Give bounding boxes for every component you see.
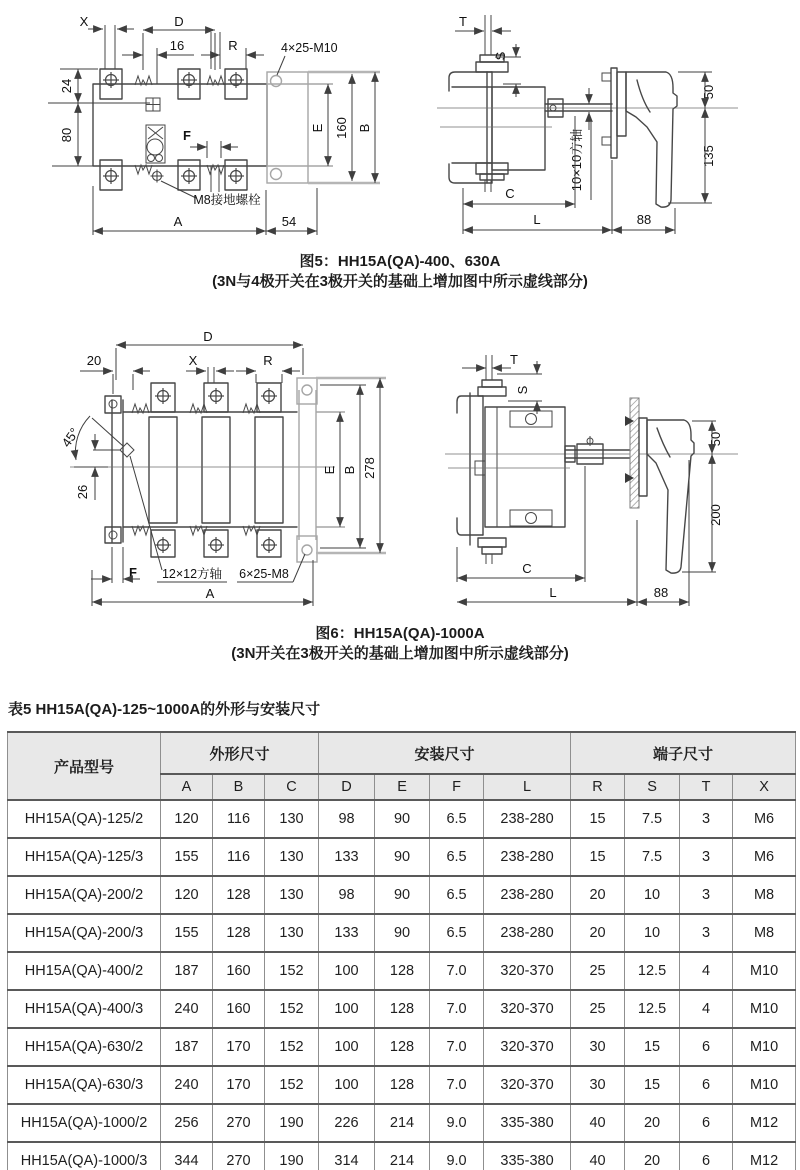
figure5-caption bbox=[0, 252, 800, 292]
value-cell: 10 bbox=[625, 876, 680, 914]
value-cell: 6.5 bbox=[430, 838, 484, 876]
model-cell: HH15A(QA)-1000/2 bbox=[8, 1104, 161, 1142]
figure5-caption-line2: (3N与4极开关在3极开关的基础上增加图中所示虚线部分) bbox=[212, 273, 588, 290]
value-cell: 20 bbox=[571, 876, 625, 914]
value-cell: 152 bbox=[265, 952, 319, 990]
dimensions-table bbox=[7, 731, 796, 1170]
value-cell: 90 bbox=[375, 800, 430, 838]
value-cell: 7.5 bbox=[625, 800, 680, 838]
table-row bbox=[8, 1028, 796, 1066]
model-cell: HH15A(QA)-400/3 bbox=[8, 990, 161, 1028]
figure5-caption-line1: 图5：HH15A(QA)-400、630A bbox=[299, 253, 501, 270]
value-cell: 100 bbox=[319, 1066, 375, 1104]
bolt-spec-label: 6×25-M8 bbox=[239, 567, 289, 581]
value-cell: 238-280 bbox=[484, 914, 571, 952]
dim-label: 54 bbox=[281, 214, 297, 229]
value-cell: 10 bbox=[625, 914, 680, 952]
figure6-drawing bbox=[0, 330, 800, 625]
value-cell: 240 bbox=[161, 990, 213, 1028]
value-cell: 7.0 bbox=[430, 1028, 484, 1066]
value-cell: 152 bbox=[265, 1066, 319, 1104]
value-cell: 30 bbox=[571, 1028, 625, 1066]
value-cell: 190 bbox=[265, 1142, 319, 1170]
value-cell: 344 bbox=[161, 1142, 213, 1170]
value-cell: 100 bbox=[319, 952, 375, 990]
dim-label: E bbox=[322, 465, 337, 475]
value-cell: 130 bbox=[265, 914, 319, 952]
value-cell: 90 bbox=[375, 876, 430, 914]
value-cell: 7.0 bbox=[430, 952, 484, 990]
value-cell: 128 bbox=[213, 914, 265, 952]
value-cell: 320-370 bbox=[484, 952, 571, 990]
value-cell: 187 bbox=[161, 1028, 213, 1066]
dim-label: C bbox=[505, 186, 515, 201]
value-cell: 3 bbox=[680, 838, 733, 876]
value-cell: 98 bbox=[319, 876, 375, 914]
model-cell: HH15A(QA)-125/3 bbox=[8, 838, 161, 876]
table-row bbox=[8, 800, 796, 838]
value-cell: M6 bbox=[733, 800, 796, 838]
value-cell: 120 bbox=[161, 876, 213, 914]
value-cell: M10 bbox=[733, 952, 796, 990]
value-cell: 25 bbox=[571, 952, 625, 990]
table-row bbox=[8, 1066, 796, 1104]
value-cell: 7.0 bbox=[430, 990, 484, 1028]
dim-label: D bbox=[203, 330, 213, 344]
value-cell: 133 bbox=[319, 838, 375, 876]
dim-label: 26 bbox=[75, 484, 90, 500]
value-cell: 40 bbox=[571, 1142, 625, 1170]
fig5-side-dimensions bbox=[455, 14, 716, 234]
dim-label: 80 bbox=[59, 127, 74, 143]
value-cell: 15 bbox=[571, 800, 625, 838]
value-cell: 128 bbox=[375, 990, 430, 1028]
fig6-side-view bbox=[445, 355, 738, 573]
fig5-side-view bbox=[437, 15, 738, 207]
value-cell: 128 bbox=[375, 1028, 430, 1066]
table-row bbox=[8, 990, 796, 1028]
dim-label: E bbox=[310, 123, 325, 133]
value-cell: 15 bbox=[625, 1028, 680, 1066]
dim-label: 88 bbox=[636, 212, 652, 227]
value-cell: 152 bbox=[265, 990, 319, 1028]
model-cell: HH15A(QA)-630/3 bbox=[8, 1066, 161, 1104]
value-cell: M12 bbox=[733, 1104, 796, 1142]
value-cell: 187 bbox=[161, 952, 213, 990]
figure5-drawing bbox=[0, 0, 800, 250]
dim-label: B bbox=[357, 123, 372, 133]
table-row bbox=[8, 914, 796, 952]
value-cell: 12.5 bbox=[625, 952, 680, 990]
table-row bbox=[8, 876, 796, 914]
model-cell: HH15A(QA)-630/2 bbox=[8, 1028, 161, 1066]
value-cell: 214 bbox=[375, 1142, 430, 1170]
value-cell: 25 bbox=[571, 990, 625, 1028]
col-header: L bbox=[484, 774, 571, 800]
dim-label: 160 bbox=[334, 117, 349, 139]
value-cell: 20 bbox=[571, 914, 625, 952]
value-cell: 155 bbox=[161, 838, 213, 876]
col-header: X bbox=[733, 774, 796, 800]
col-header-model: 产品型号 bbox=[8, 732, 161, 800]
shaft-label: 12×12方轴 bbox=[161, 567, 223, 581]
value-cell: 238-280 bbox=[484, 876, 571, 914]
value-cell: 270 bbox=[213, 1142, 265, 1170]
value-cell: 9.0 bbox=[430, 1104, 484, 1142]
value-cell: 130 bbox=[265, 838, 319, 876]
value-cell: 152 bbox=[265, 1028, 319, 1066]
group-header-mounting: 安装尺寸 bbox=[319, 732, 571, 774]
value-cell: 240 bbox=[161, 1066, 213, 1104]
value-cell: 335-380 bbox=[484, 1104, 571, 1142]
dim-label: F bbox=[183, 128, 191, 143]
value-cell: 130 bbox=[265, 800, 319, 838]
col-header: R bbox=[571, 774, 625, 800]
dim-label: L bbox=[549, 585, 557, 600]
dim-label: L bbox=[533, 212, 541, 227]
dim-label: 4×25-M10 bbox=[281, 41, 338, 55]
dim-label: C bbox=[522, 561, 532, 576]
dim-label: 50 bbox=[708, 431, 723, 447]
value-cell: 170 bbox=[213, 1028, 265, 1066]
table-row bbox=[8, 1142, 796, 1170]
value-cell: 270 bbox=[213, 1104, 265, 1142]
fig6-front-view bbox=[70, 367, 386, 570]
value-cell: 90 bbox=[375, 914, 430, 952]
value-cell: 6 bbox=[680, 1028, 733, 1066]
dim-label: 16 bbox=[169, 38, 185, 53]
group-header-outline: 外形尺寸 bbox=[161, 732, 319, 774]
value-cell: 3 bbox=[680, 876, 733, 914]
value-cell: 20 bbox=[625, 1104, 680, 1142]
group-header-terminal: 端子尺寸 bbox=[571, 732, 796, 774]
dim-label: A bbox=[205, 586, 215, 601]
value-cell: 6 bbox=[680, 1142, 733, 1170]
col-header: D bbox=[319, 774, 375, 800]
dim-label: 278 bbox=[362, 457, 377, 479]
table-row bbox=[8, 952, 796, 990]
figure6-caption bbox=[0, 624, 800, 664]
dim-label: D bbox=[174, 14, 184, 29]
col-header: S bbox=[625, 774, 680, 800]
col-header: B bbox=[213, 774, 265, 800]
value-cell: 7.0 bbox=[430, 1066, 484, 1104]
model-cell: HH15A(QA)-400/2 bbox=[8, 952, 161, 990]
value-cell: 9.0 bbox=[430, 1142, 484, 1170]
value-cell: 40 bbox=[571, 1104, 625, 1142]
dim-label: X bbox=[188, 353, 198, 368]
value-cell: 256 bbox=[161, 1104, 213, 1142]
value-cell: 12.5 bbox=[625, 990, 680, 1028]
value-cell: 335-380 bbox=[484, 1142, 571, 1170]
col-header: A bbox=[161, 774, 213, 800]
value-cell: 3 bbox=[680, 800, 733, 838]
dim-label: R bbox=[228, 38, 238, 53]
model-cell: HH15A(QA)-1000/3 bbox=[8, 1142, 161, 1170]
value-cell: 6.5 bbox=[430, 800, 484, 838]
value-cell: 160 bbox=[213, 990, 265, 1028]
value-cell: 98 bbox=[319, 800, 375, 838]
value-cell: 30 bbox=[571, 1066, 625, 1104]
value-cell: 130 bbox=[265, 876, 319, 914]
value-cell: 170 bbox=[213, 1066, 265, 1104]
value-cell: M10 bbox=[733, 1066, 796, 1104]
col-header: E bbox=[375, 774, 430, 800]
table-row bbox=[8, 1104, 796, 1142]
model-cell: HH15A(QA)-125/2 bbox=[8, 800, 161, 838]
value-cell: 190 bbox=[265, 1104, 319, 1142]
dim-label: B bbox=[342, 465, 357, 475]
dim-label: X bbox=[79, 14, 89, 29]
value-cell: 100 bbox=[319, 1028, 375, 1066]
figure6-caption-line1: 图6：HH15A(QA)-1000A bbox=[315, 625, 485, 642]
value-cell: 314 bbox=[319, 1142, 375, 1170]
dim-label: 24 bbox=[59, 78, 74, 94]
dim-label: F bbox=[129, 565, 137, 580]
table-body bbox=[8, 800, 796, 1170]
value-cell: 160 bbox=[213, 952, 265, 990]
dim-label: 88 bbox=[653, 585, 669, 600]
dim-label: S bbox=[515, 385, 530, 395]
dim-label: 200 bbox=[708, 504, 723, 526]
value-cell: 4 bbox=[680, 952, 733, 990]
value-cell: 6 bbox=[680, 1104, 733, 1142]
value-cell: 116 bbox=[213, 800, 265, 838]
fig6-front-dimensions bbox=[59, 330, 380, 606]
value-cell: 6.5 bbox=[430, 914, 484, 952]
dim-label: S bbox=[493, 51, 508, 61]
value-cell: 6 bbox=[680, 1066, 733, 1104]
dim-label: 50 bbox=[701, 84, 716, 100]
value-cell: 120 bbox=[161, 800, 213, 838]
shaft-label: 10×10方轴 bbox=[569, 128, 584, 192]
value-cell: 100 bbox=[319, 990, 375, 1028]
dim-label: T bbox=[510, 352, 518, 367]
value-cell: 15 bbox=[571, 838, 625, 876]
dim-label: A bbox=[173, 214, 183, 229]
value-cell: 6.5 bbox=[430, 876, 484, 914]
dim-label: 45° bbox=[58, 425, 83, 450]
model-cell: HH15A(QA)-200/3 bbox=[8, 914, 161, 952]
value-cell: 238-280 bbox=[484, 800, 571, 838]
col-header: C bbox=[265, 774, 319, 800]
value-cell: 7.5 bbox=[625, 838, 680, 876]
dim-label: 135 bbox=[701, 145, 716, 167]
value-cell: 226 bbox=[319, 1104, 375, 1142]
value-cell: 4 bbox=[680, 990, 733, 1028]
value-cell: M12 bbox=[733, 1142, 796, 1170]
table-title: 表5 HH15A(QA)-125~1000A的外形与安装尺寸 bbox=[8, 701, 321, 718]
value-cell: 15 bbox=[625, 1066, 680, 1104]
value-cell: 20 bbox=[625, 1142, 680, 1170]
model-cell: HH15A(QA)-200/2 bbox=[8, 876, 161, 914]
col-header: F bbox=[430, 774, 484, 800]
figure6-caption-line2: (3N开关在3极开关的基础上增加图中所示虚线部分) bbox=[231, 645, 569, 662]
dim-label: T bbox=[459, 14, 467, 29]
value-cell: M10 bbox=[733, 990, 796, 1028]
col-header: T bbox=[680, 774, 733, 800]
value-cell: 133 bbox=[319, 914, 375, 952]
table-row bbox=[8, 838, 796, 876]
value-cell: M8 bbox=[733, 876, 796, 914]
value-cell: 116 bbox=[213, 838, 265, 876]
value-cell: 155 bbox=[161, 914, 213, 952]
dim-label: 20 bbox=[86, 353, 102, 368]
value-cell: M6 bbox=[733, 838, 796, 876]
value-cell: 320-370 bbox=[484, 990, 571, 1028]
ground-bolt-label: M8接地螺栓 bbox=[193, 193, 261, 207]
dim-label: R bbox=[263, 353, 273, 368]
table-header bbox=[8, 732, 796, 800]
value-cell: 3 bbox=[680, 914, 733, 952]
value-cell: 128 bbox=[213, 876, 265, 914]
value-cell: 238-280 bbox=[484, 838, 571, 876]
value-cell: 320-370 bbox=[484, 1028, 571, 1066]
value-cell: M8 bbox=[733, 914, 796, 952]
value-cell: 128 bbox=[375, 1066, 430, 1104]
value-cell: 128 bbox=[375, 952, 430, 990]
value-cell: 214 bbox=[375, 1104, 430, 1142]
value-cell: 320-370 bbox=[484, 1066, 571, 1104]
value-cell: M10 bbox=[733, 1028, 796, 1066]
value-cell: 90 bbox=[375, 838, 430, 876]
